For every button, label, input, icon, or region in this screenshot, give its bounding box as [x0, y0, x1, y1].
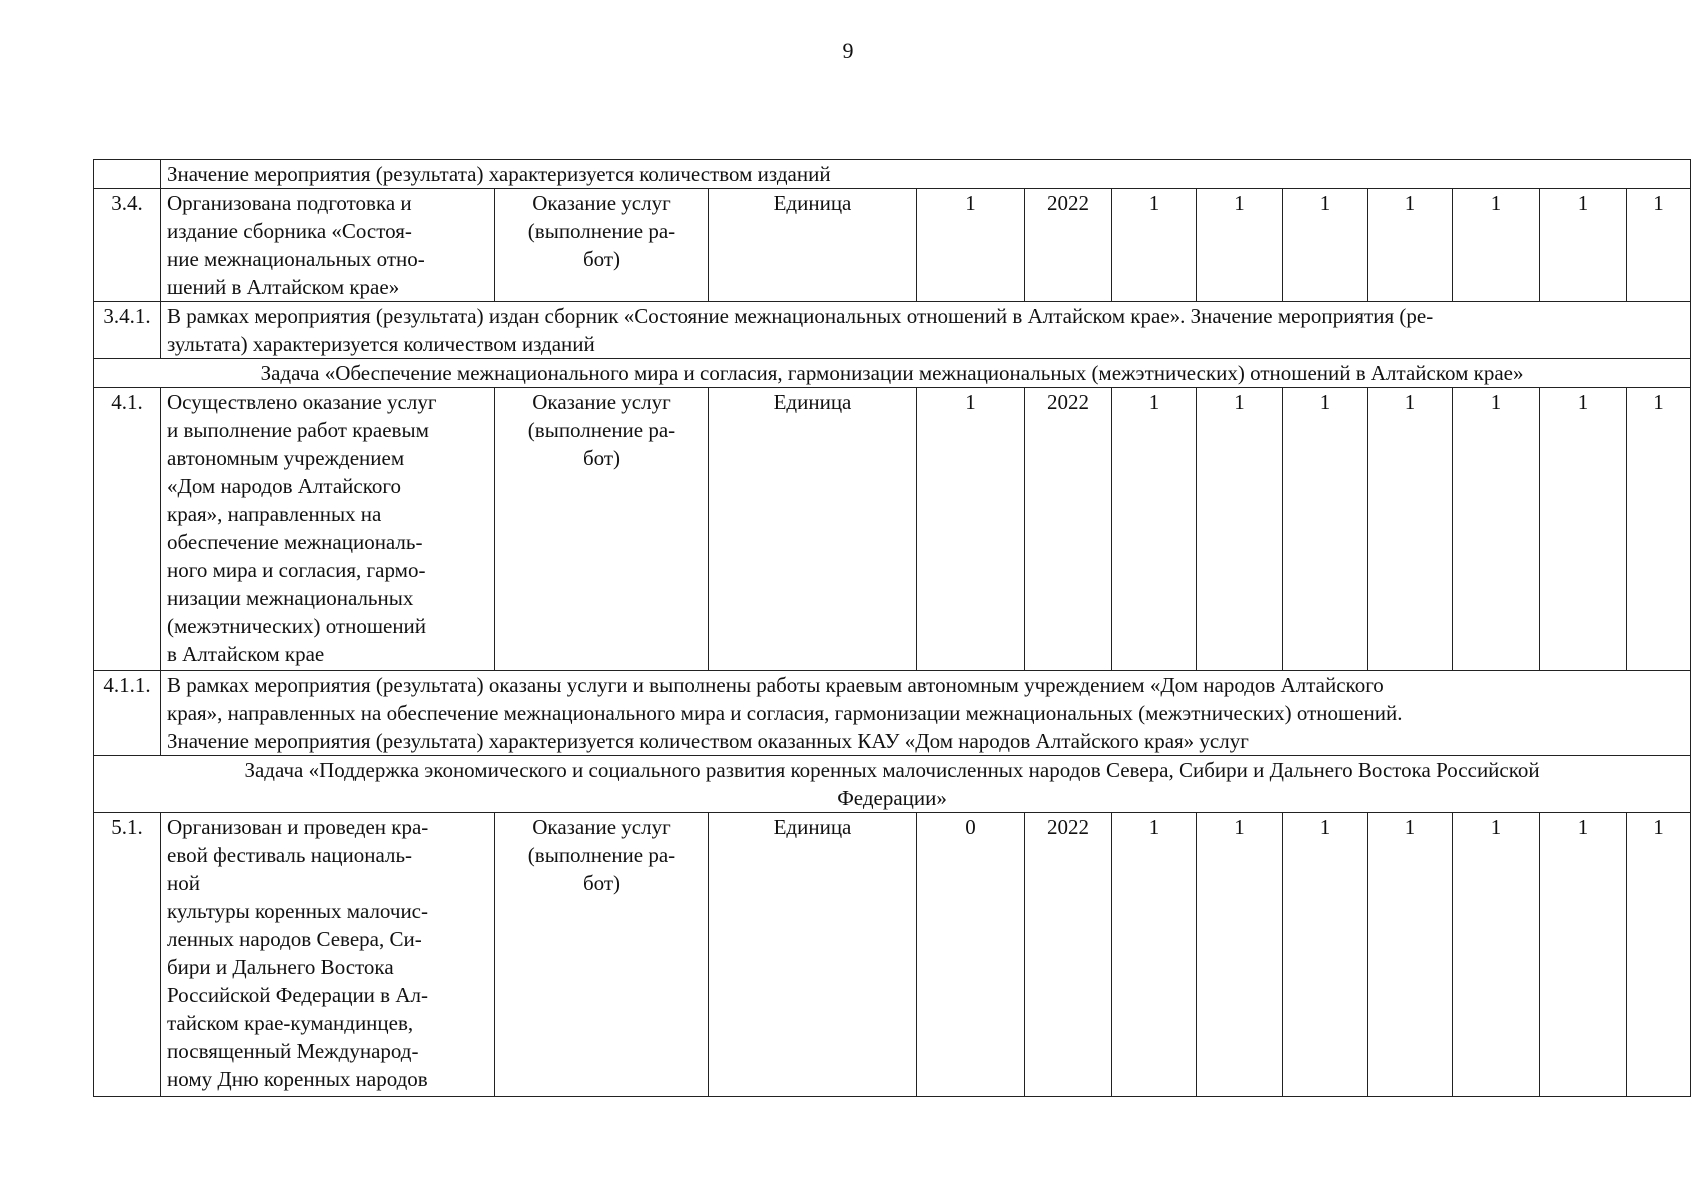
table-cell-value: 1	[1627, 388, 1691, 671]
table-cell-value: 1	[1283, 813, 1368, 1097]
table-cell-base-year: 2022	[1025, 388, 1112, 671]
task-heading: Задача «Поддержка экономического и социального развития коренных малочисленных народов Севера, Сибири и Дальнего Востока Российской Федерации»	[94, 756, 1691, 813]
table-cell-value: 1	[1112, 388, 1197, 671]
table-cell-name: Организована подготовка и издание сборника «Состоя- ние межнациональных отно- шений в Алтайском крае»	[161, 189, 495, 302]
table-cell-value: 1	[1368, 388, 1453, 671]
table-cell-base-value: 0	[917, 813, 1025, 1097]
table-cell-value: 1	[1112, 189, 1197, 302]
table-cell-num: 4.1.	[94, 388, 161, 671]
table-row	[94, 756, 1691, 813]
table-cell-value: 1	[1540, 388, 1627, 671]
table-row	[94, 189, 1691, 302]
table-cell-value: 1	[1197, 813, 1283, 1097]
table-cell-num: 4.1.1.	[94, 671, 161, 756]
table-cell-num: 3.4.1.	[94, 302, 161, 359]
table-cell-value: 1	[1112, 813, 1197, 1097]
table-row	[94, 671, 1691, 756]
table-cell-description: В рамках мероприятия (результата) оказаны услуги и выполнены работы краевым автономным учреждением «Дом народов Алтайского края», направленных на обеспечение межнационального мира и согласия, гармонизации межнациональных (межэтнических) отношений. Значение мероприятия (результата) характеризуется количеством оказанных КАУ «Дом народов Алтайского края» услуг	[161, 671, 1691, 756]
table-cell-value: 1	[1453, 388, 1540, 671]
table-cell-type: Оказание услуг (выполнение ра- бот)	[495, 813, 709, 1097]
table-cell-name: Организован и проведен кра- евой фестиваль националь- ной культуры коренных малочис- ленных народов Севера, Си- бири и Дальнего Востока Российской Федерации в Ал- тайском крае-кумандинцев, посвященный Международ- ному Дню коренных народов	[161, 813, 495, 1097]
table-row	[94, 302, 1691, 359]
indicators-table	[93, 159, 1691, 1097]
table-cell-type: Оказание услуг (выполнение ра- бот)	[495, 189, 709, 302]
table-cell-num	[94, 160, 161, 189]
table-cell-base-year: 2022	[1025, 813, 1112, 1097]
table-row	[94, 388, 1691, 671]
table-row	[94, 813, 1691, 1097]
table-cell-base-value: 1	[917, 189, 1025, 302]
table-row	[94, 359, 1691, 388]
table-cell-unit: Единица	[709, 189, 917, 302]
table-cell-value: 1	[1453, 813, 1540, 1097]
table-cell-value: 1	[1283, 388, 1368, 671]
table-cell-type: Оказание услуг (выполнение ра- бот)	[495, 388, 709, 671]
table-cell-value: 1	[1540, 189, 1627, 302]
task-heading: Задача «Обеспечение межнационального мира и согласия, гармонизации межнациональных (межэтнических) отношений в Алтайском крае»	[94, 359, 1691, 388]
page-number: 9	[842, 38, 854, 63]
table-cell-value: 1	[1368, 813, 1453, 1097]
table-cell-unit: Единица	[709, 813, 917, 1097]
table-cell-note: Значение мероприятия (результата) характеризуется количеством изданий	[161, 160, 1691, 189]
table-cell-unit: Единица	[709, 388, 917, 671]
table-cell-value: 1	[1627, 189, 1691, 302]
table-cell-num: 5.1.	[94, 813, 161, 1097]
table-cell-value: 1	[1368, 189, 1453, 302]
table-cell-base-value: 1	[917, 388, 1025, 671]
table-cell-num: 3.4.	[94, 189, 161, 302]
table-row	[94, 160, 1691, 189]
table-cell-value: 1	[1197, 189, 1283, 302]
table-cell-value: 1	[1197, 388, 1283, 671]
table-cell-value: 1	[1627, 813, 1691, 1097]
table-cell-description: В рамках мероприятия (результата) издан сборник «Состояние межнациональных отношений в Алтайском крае». Значение мероприятия (ре- зультата) характеризуется количеством изданий	[161, 302, 1691, 359]
table-cell-base-year: 2022	[1025, 189, 1112, 302]
table-cell-value: 1	[1283, 189, 1368, 302]
table-cell-name: Осуществлено оказание услуг и выполнение работ краевым автономным учреждением «Дом народов Алтайского края», направленных на обеспечение межнациональ- ного мира и согласия, гармо- низации межнациональных (межэтнических) отношений в Алтайском крае	[161, 388, 495, 671]
table-cell-value: 1	[1453, 189, 1540, 302]
table-cell-value: 1	[1540, 813, 1627, 1097]
